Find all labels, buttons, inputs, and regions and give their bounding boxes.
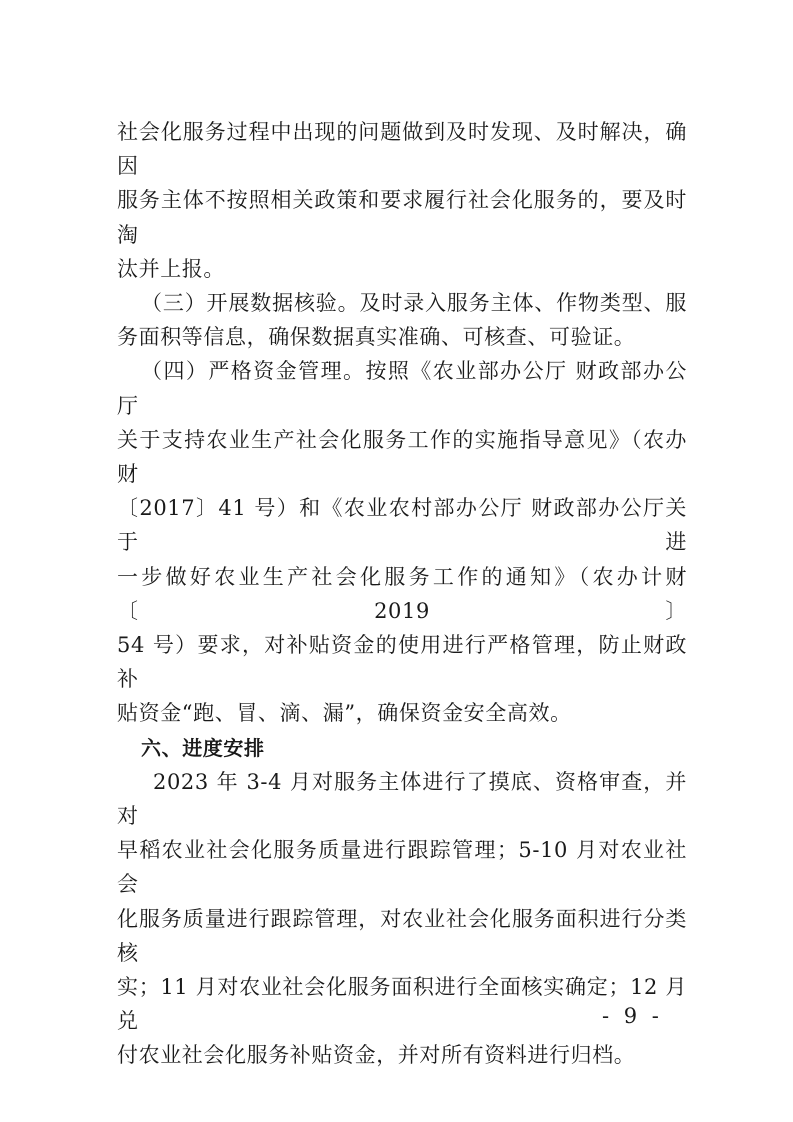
text-line: 社会化服务过程中出现的问题做到及时发现、及时解决，确因	[117, 120, 687, 179]
text-line: 54 号）要求，对补贴资金的使用进行严格管理，防止财政补	[117, 633, 687, 692]
page-number: - 9 -	[602, 1004, 663, 1028]
text-line: 2023 年 3-4 月对服务主体进行了摸底、资格审查，并对	[117, 769, 687, 829]
section-heading-schedule	[117, 731, 687, 765]
text-line: 实；11 月对农业社会化服务面积进行全面核实确定；12 月兑	[117, 975, 687, 1034]
text-line: 付农业社会化服务补贴资金，并对所有资料进行归档。	[117, 1043, 636, 1068]
paragraph-data-verification	[117, 286, 687, 354]
heading-text: 六、进度安排	[141, 735, 265, 760]
text-line: 一步做好农业生产社会化服务工作的通知》（农办计财〔2019〕	[117, 564, 687, 623]
paragraph-problem-handling	[117, 115, 687, 286]
text-line: 贴资金“跑、冒、滴、漏”，确保资金安全高效。	[117, 701, 572, 726]
text-line: （四）严格资金管理。按照《农业部办公厅 财政部办公厅	[117, 359, 687, 418]
document-body	[117, 115, 687, 1073]
paragraph-fund-management	[117, 354, 687, 730]
text-line: 务面积等信息，确保数据真实准确、可核查、可验证。	[117, 325, 636, 350]
text-line: 汰并上报。	[117, 256, 225, 281]
text-line: （三）开展数据核验。及时录入服务主体、作物类型、服	[141, 291, 687, 316]
text-line: 早稻农业社会化服务质量进行跟踪管理；5-10 月对农业社会	[117, 838, 687, 897]
text-line: 化服务质量进行跟踪管理，对农业社会化服务面积进行分类核	[117, 906, 687, 965]
text-line: 关于支持农业生产社会化服务工作的实施指导意见》（农办财	[117, 427, 687, 487]
text-line: 服务主体不按照相关政策和要求履行社会化服务的，要及时淘	[117, 188, 687, 247]
text-line: 〔2017〕41 号）和《农业农村部办公厅 财政部办公厅关于进	[117, 496, 687, 555]
